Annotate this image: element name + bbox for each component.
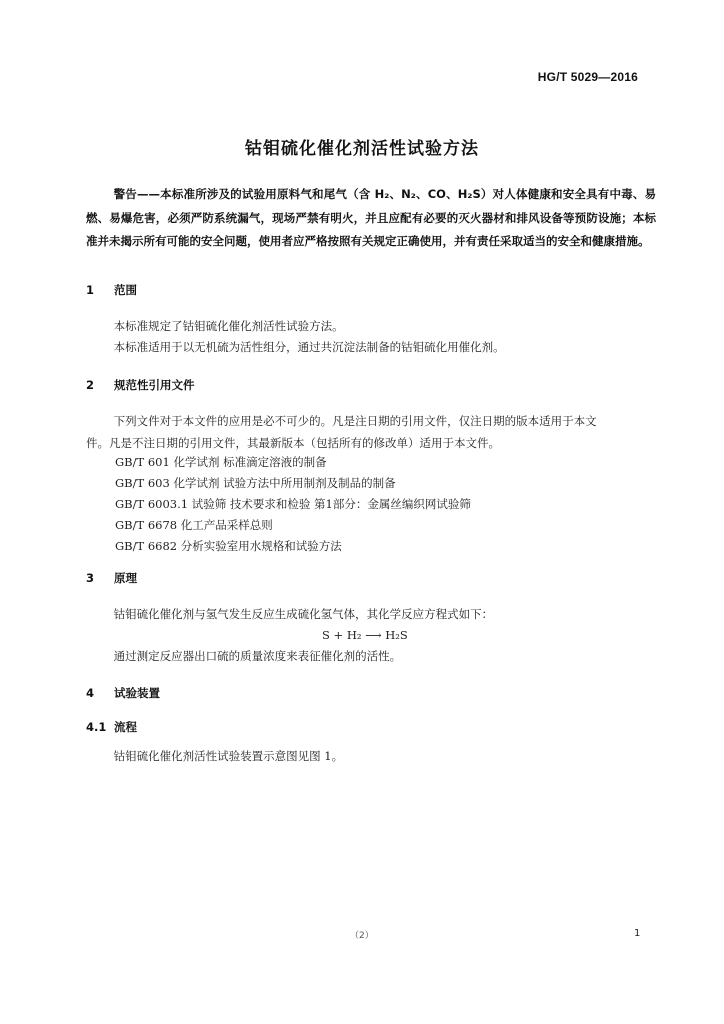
chemical-equation: S + H₂ ⟶ H₂S xyxy=(322,628,408,642)
page-number: 1 xyxy=(634,928,641,939)
reference-item: GB/T 601 化学试剂 标准滴定溶液的制备 xyxy=(115,455,327,469)
section-3-paragraph-2: 通过测定反应器出口硫的质量浓度来表征催化剂的活性。 xyxy=(113,649,402,663)
reference-item: GB/T 6003.1 试验筛 技术要求和检验 第1部分：金属丝编织网试验筛 xyxy=(115,497,471,511)
section-title: 流程 xyxy=(114,720,137,734)
section-number: 2 xyxy=(86,378,95,392)
section-title: 规范性引用文件 xyxy=(114,378,195,392)
section-3-heading xyxy=(86,570,137,586)
section-3-paragraph-1: 钴钼硫化催化剂与氢气发生反应生成硫化氢气体，其化学反应方程式如下： xyxy=(113,607,494,621)
section-4-heading xyxy=(86,685,160,701)
section-number: 3 xyxy=(86,571,95,585)
reference-item: GB/T 6682 分析实验室用水规格和试验方法 xyxy=(115,539,342,553)
section-4-1-heading xyxy=(86,719,137,735)
section-number: 4 xyxy=(86,686,95,700)
reference-item: GB/T 6678 化工产品采样总则 xyxy=(115,518,273,532)
document-title: 钴钼硫化催化剂活性试验方法 xyxy=(245,139,479,159)
standard-number: HG/T 5029—2016 xyxy=(537,70,638,84)
section-1-heading xyxy=(86,282,137,298)
section-title: 原理 xyxy=(114,571,137,585)
intro-line: 下列文件对于本文件的应用是必不可少的。凡是注日期的引用文件，仅注日期的版本适用于本文 xyxy=(113,414,597,428)
section-title: 范围 xyxy=(114,283,137,297)
warning-paragraph: 警告——本标准所涉及的试验用原料气和尾气（含 H₂、N₂、CO、H₂S）对人体健康和安全具有中毒、易燃、易爆危害，必须严防系统漏气，现场严禁有明火，并且应配有必要的灭火器材和排风设备等预防设施；本标准并未揭示所有可能的安全问题，使用者应严格按照有关规定正确使用，并有责任采取适当的安全和健康措施。 xyxy=(86,187,656,248)
section-2-intro xyxy=(86,411,656,454)
footer-center-mark: （2） xyxy=(350,931,374,941)
section-number: 4.1 xyxy=(86,720,107,734)
section-1-paragraph-2: 本标准适用于以无机硫为活性组分，通过共沉淀法制备的钴钼硫化用催化剂。 xyxy=(113,340,505,354)
section-number: 1 xyxy=(86,283,95,297)
section-4-1-paragraph: 钴钼硫化催化剂活性试验装置示意图见图 1。 xyxy=(113,749,344,763)
reference-list xyxy=(115,452,471,557)
intro-line: 件。凡是不注日期的引用文件，其最新版本（包括所有的修改单）适用于本文件。 xyxy=(86,435,500,450)
reference-item: GB/T 603 化学试剂 试验方法中所用制剂及制品的制备 xyxy=(115,476,396,490)
section-title: 试验装置 xyxy=(114,686,160,700)
section-2-heading xyxy=(86,377,195,393)
section-1-paragraph-1: 本标准规定了钴钼硫化催化剂活性试验方法。 xyxy=(113,319,344,333)
